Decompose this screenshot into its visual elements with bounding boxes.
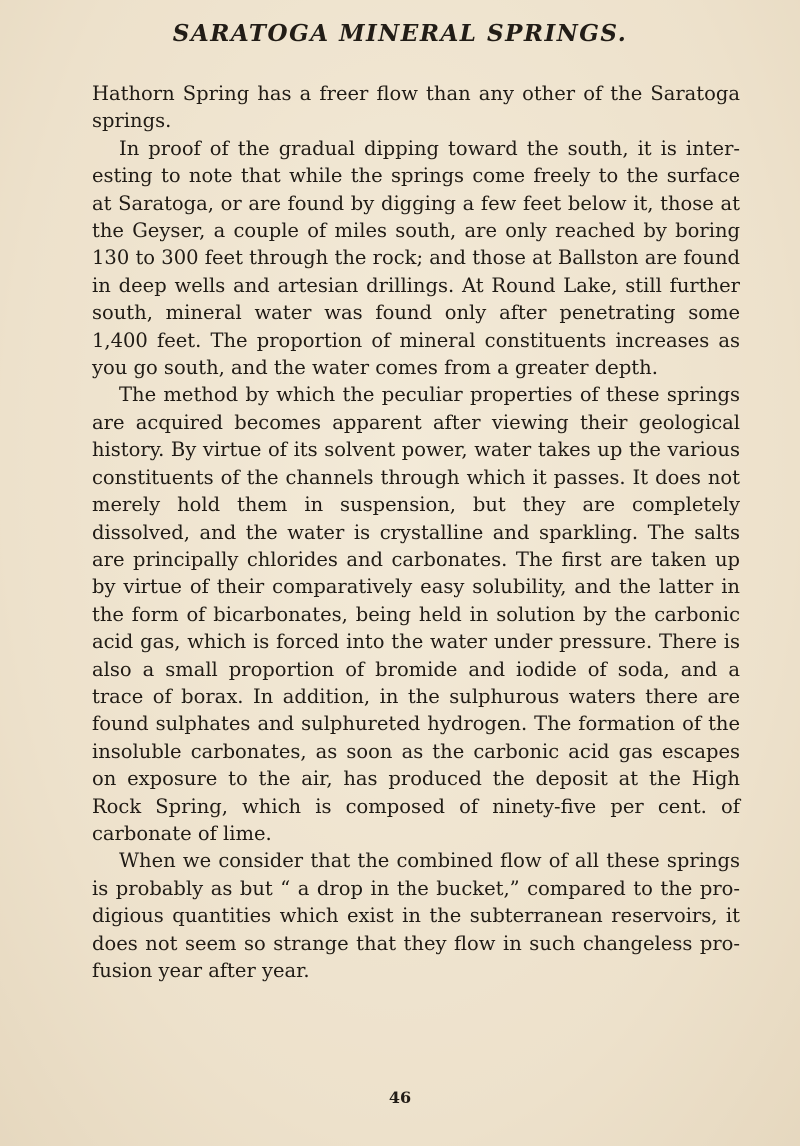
paragraph-3: The method by which the peculiar properties of these springs are acquired becomes apparent after viewing their geological history. By virtue of its solvent power, water takes up the various constituents of the channels through which it passes. It does not merely hold them in suspension, but they are completely dissolved, and the water is crystalline and sparkling. The salts are principally chlorides and carbonates. The first are taken up by virtue of their comparatively easy solubility, and the latter in the form of bicarbonates, being held in solution by the carbonic acid gas, which is forced into the water under pressure. There is also a small proportion of bromide and iodide of soda, and a trace of borax. In addition, in the sulphurous waters there are found sulphates and sulphureted hydrogen. The formation of the insoluble carbonates, as soon as the carbonic acid gas escapes on exposure to the air, has produced the deposit at the High Rock Spring, which is composed of ninety-five per cent. of carbonate of lime. xyxy=(92,383,740,845)
paragraph-2: In proof of the gradual dipping toward the south, it is interesting to note that while the springs come freely to the surface at Saratoga, or are found by digging a few feet below it, those at the Geyser, a couple of miles south, are only reached by boring 130 to 300 feet through the rock; and those at Ballston are found in deep wells and artesian drillings. At Round Lake, still further south, mineral water was found only after penetrating some 1,400 feet. The proportion of mineral constituents increases as you go south, and the water comes from a greater depth. xyxy=(92,136,740,380)
paragraph-1: Hathorn Spring has a freer flow than any other of the Saratoga springs. xyxy=(92,82,740,133)
running-head: SARATOGA MINERAL SPRINGS. xyxy=(172,20,628,47)
page-number: 46 xyxy=(388,1088,412,1107)
body-text xyxy=(92,80,740,984)
paragraph-4: When we consider that the combined flow of all these springs is probably as but “ a drop in the bucket,” compared to the prodigious quantities which exist in the subterranean reservoirs, it does not seem so strange that they flow in such changeless profusion year after year. xyxy=(92,849,740,982)
